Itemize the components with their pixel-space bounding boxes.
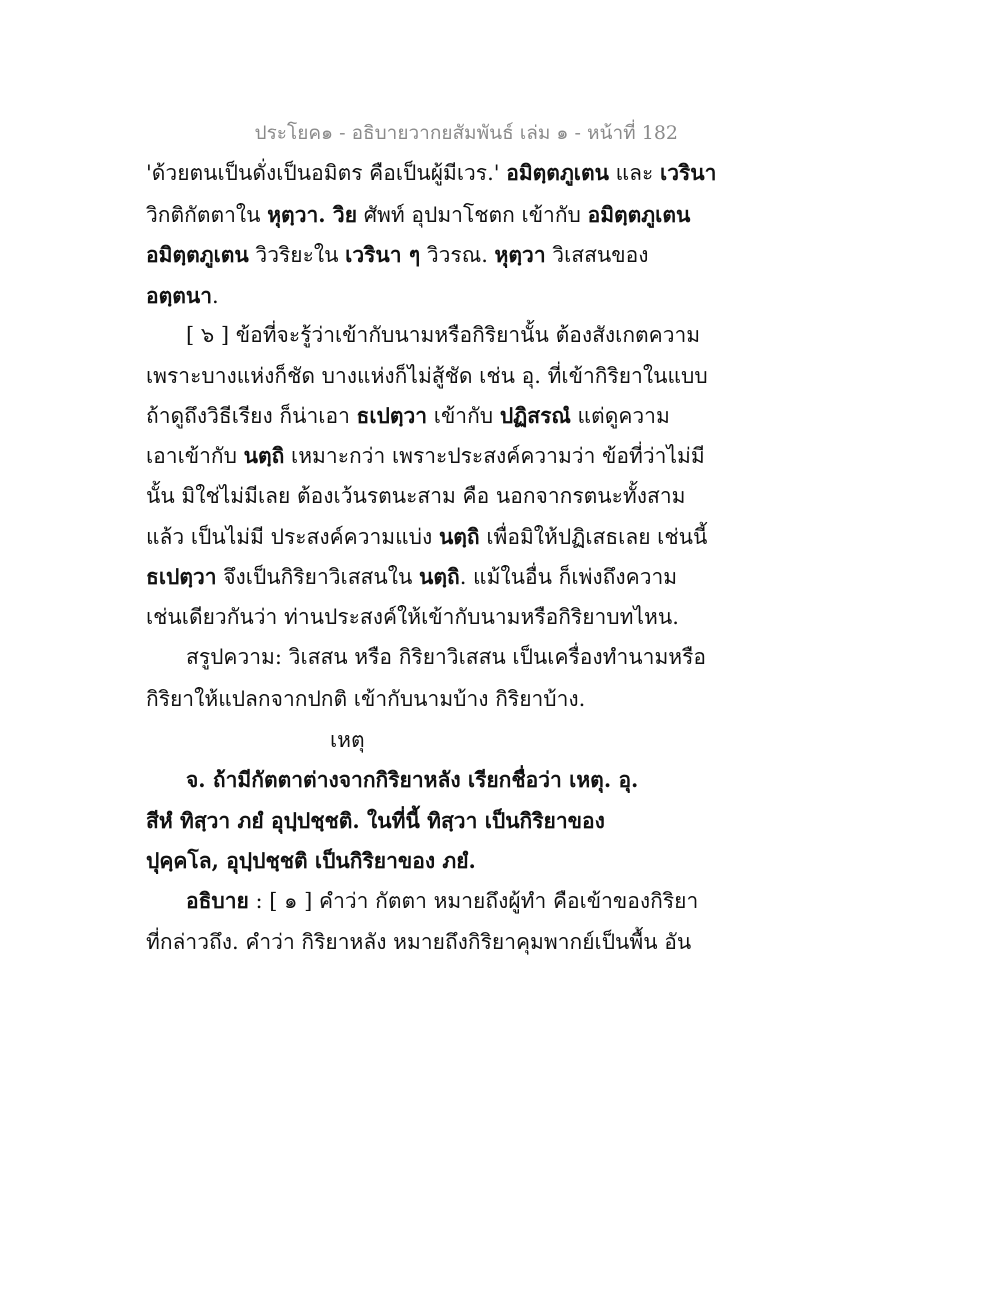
text-line — [146, 522, 707, 552]
text-run: กิริยาให้แปลกจากปกติ เข้ากับนามบ้าง กิริยาบ้าง. — [146, 687, 586, 711]
text-run: เข้ากับ — [427, 404, 500, 428]
bold-term: หุตฺวา — [494, 242, 546, 267]
text-line — [146, 602, 679, 632]
text-line — [146, 562, 677, 592]
text-run: และ — [608, 161, 661, 185]
text-run: ศัพท์ อุปมาโชตก เข้ากับ — [357, 203, 588, 227]
bold-term: เวรินา — [660, 160, 717, 185]
text-run: ที่กล่าวถึง. คำว่า กิริยาหลัง หมายถึงกิริยาคุมพากย์เป็นพื้น อัน — [146, 930, 692, 954]
text-run: จึงเป็นกิริยาวิเสสนใน — [216, 565, 419, 589]
text-line — [146, 481, 685, 511]
bold-term: เวรินา ๆ — [345, 242, 421, 267]
text-run: วิเสสนของ — [545, 243, 649, 267]
text-line — [186, 320, 700, 350]
bold-term: อธิบาย — [186, 888, 249, 913]
bold-term: สีหํ ทิสฺวา ภยํ อุปฺปชฺชติ. ในที่นี้ ทิสฺวา เป็นกิริยาของ — [146, 808, 605, 833]
text-run: เหมาะกว่า เพราะประสงค์ความว่า ข้อที่ว่าไม่มี — [284, 444, 705, 468]
text-run: วิวรณ. — [420, 243, 495, 267]
text-run: เอาเข้ากับ — [146, 444, 244, 468]
bold-term: อมิตฺตภูเตน — [587, 202, 691, 227]
text-run: นั้น มิใช่ไม่มีเลย ต้องเว้นรตนะสาม คือ นอกจากรตนะทั้งสาม — [146, 484, 686, 508]
text-line — [146, 927, 691, 957]
text-line — [146, 200, 690, 230]
bold-term: นตฺถิ — [438, 524, 480, 549]
bold-term: ปฏิสรณํ — [499, 403, 571, 428]
text-line — [146, 361, 708, 391]
text-run: วิกติกัตตาใน — [146, 203, 268, 227]
text-line — [186, 886, 698, 916]
text-run: เหตุ — [330, 728, 365, 752]
text-run: ถ้าดูถึงวิธีเรียง ก็น่าเอา — [146, 404, 357, 428]
section-heading — [330, 725, 365, 755]
text-line — [146, 281, 219, 311]
bold-term: อตฺตนา — [146, 283, 213, 308]
text-run: 'ด้วยตนเป็นดั่งเป็นอมิตร คือเป็นผู้มีเวร.' — [146, 161, 507, 185]
text-run: แต่ดูความ — [570, 404, 670, 428]
text-run: . แม้ในอื่น ก็เพ่งถึงความ — [459, 565, 678, 589]
text-line — [146, 158, 716, 188]
text-run: [ ๖ ] ข้อที่จะรู้ว่าเข้ากับนามหรือกิริยานั้น ต้องสังเกตความ — [186, 323, 701, 347]
text-line — [146, 846, 476, 876]
text-run: . — [212, 284, 219, 308]
text-line — [146, 401, 670, 431]
text-line — [146, 806, 605, 836]
page-header: ประโยค๑ - อธิบายวากยสัมพันธ์ เล่ม ๑ - หน้าที่ 182 — [254, 122, 678, 144]
bold-term: อมิตฺตภูเตน — [506, 160, 609, 185]
bold-term: ธเปตฺวา — [146, 564, 217, 589]
text-line — [146, 240, 648, 270]
text-line — [146, 684, 585, 714]
text-run: เพื่อมิให้ปฏิเสธเลย เช่นนี้ — [479, 525, 708, 549]
text-run: : [ ๑ ] คำว่า กัตตา หมายถึงผู้ทำ คือเข้าของกิริยา — [248, 889, 699, 913]
text-line — [186, 765, 638, 795]
bold-term: นตฺถิ — [418, 564, 460, 589]
text-line — [186, 642, 706, 672]
bold-term: นตฺถิ — [243, 443, 285, 468]
bold-term: หุตฺวา. วิย — [267, 202, 358, 227]
text-line — [146, 441, 705, 471]
bold-term: จ. ถ้ามีกัตตาต่างจากกิริยาหลัง เรียกชื่อว่า เหตุ. อุ. — [186, 767, 639, 792]
bold-term: อมิตฺตภูเตน — [146, 242, 249, 267]
text-run: วิวริยะใน — [248, 243, 346, 267]
text-run: สรูปความ: วิเสสน หรือ กิริยาวิเสสน เป็นเครื่องทำนามหรือ — [186, 645, 707, 669]
bold-term: ธเปตฺวา — [356, 403, 428, 428]
text-run: เพราะบางแห่งก็ชัด บางแห่งก็ไม่สู้ชัด เช่น อุ. ที่เข้ากิริยาในแบบ — [146, 364, 708, 388]
bold-term: ปุคฺคโล, อุปฺปชฺชติ เป็นกิริยาของ ภยํ. — [146, 848, 476, 873]
text-run: แล้ว เป็นไม่มี ประสงค์ความแบ่ง — [146, 525, 439, 549]
text-run: เช่นเดียวกันว่า ท่านประสงค์ให้เข้ากับนามหรือกิริยาบทไหน. — [146, 605, 679, 629]
